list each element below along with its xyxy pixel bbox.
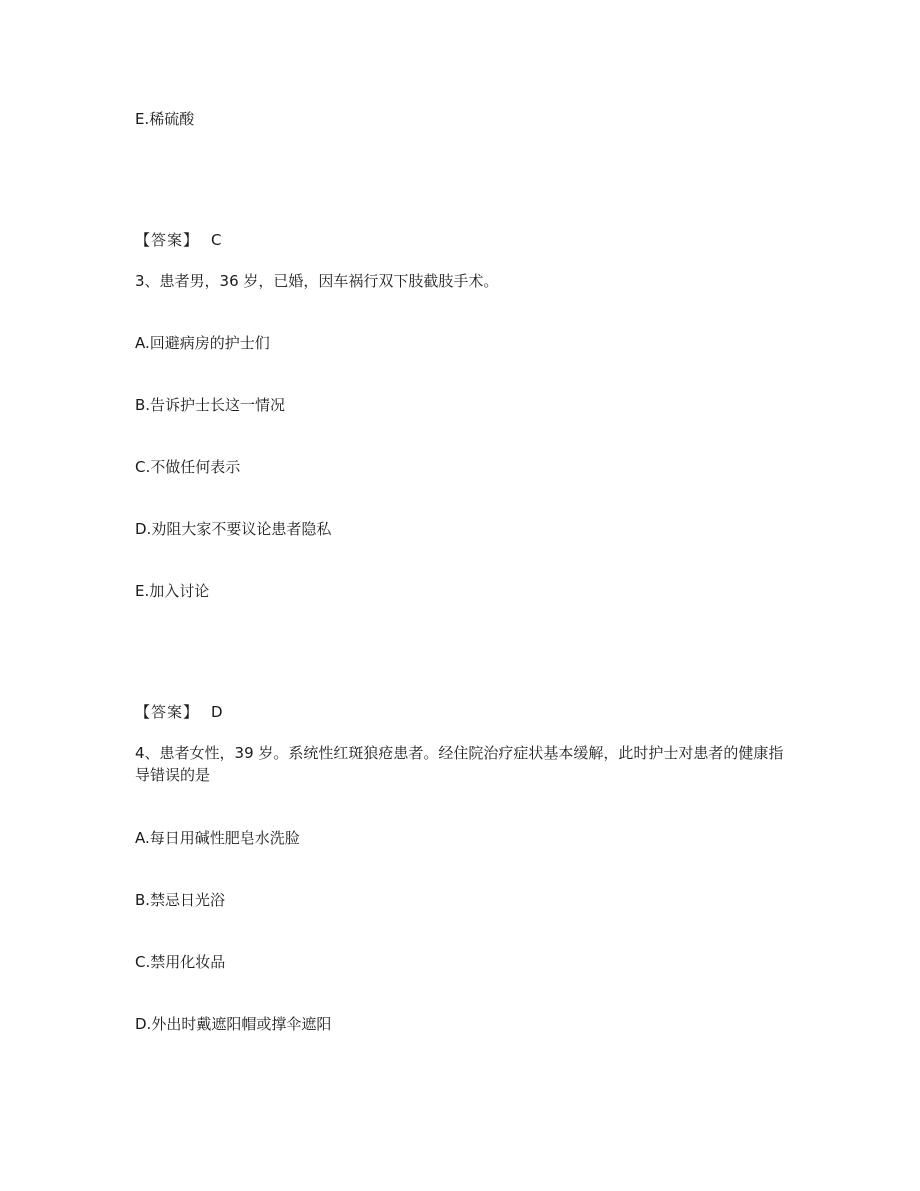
answer-letter: D: [211, 703, 223, 721]
answer-tag: 【答案】: [135, 231, 200, 249]
answer-tag: 【答案】: [135, 703, 200, 721]
question-3-option-b: B.告诉护士长这一情况: [135, 396, 286, 414]
question-3-option-a: A.回避病房的护士们: [135, 334, 270, 352]
answer-3: [135, 701, 223, 723]
answer-letter: C: [211, 231, 222, 249]
question-4-option-b: B.禁忌日光浴: [135, 891, 226, 909]
answer-2: [135, 229, 222, 251]
question-3-stem: 3、患者男，36 岁，已婚，因车祸行双下肢截肢手术。: [135, 272, 499, 290]
prev-option-e: E.稀硫酸: [135, 110, 195, 128]
question-3-option-d: D.劝阻大家不要议论患者隐私: [135, 520, 332, 538]
question-3-option-e: E.加入讨论: [135, 582, 210, 600]
question-3-option-c: C.不做任何表示: [135, 458, 241, 476]
question-4-option-c: C.禁用化妆品: [135, 953, 226, 971]
question-4-option-d: D.外出时戴遮阳帽或撑伞遮阳: [135, 1015, 332, 1033]
question-4-stem: 4、患者女性，39 岁。系统性红斑狼疮患者。经住院治疗症状基本缓解，此时护士对患者的健康指导错误的是: [135, 744, 784, 784]
question-4-option-a: A.每日用碱性肥皂水洗脸: [135, 829, 300, 847]
